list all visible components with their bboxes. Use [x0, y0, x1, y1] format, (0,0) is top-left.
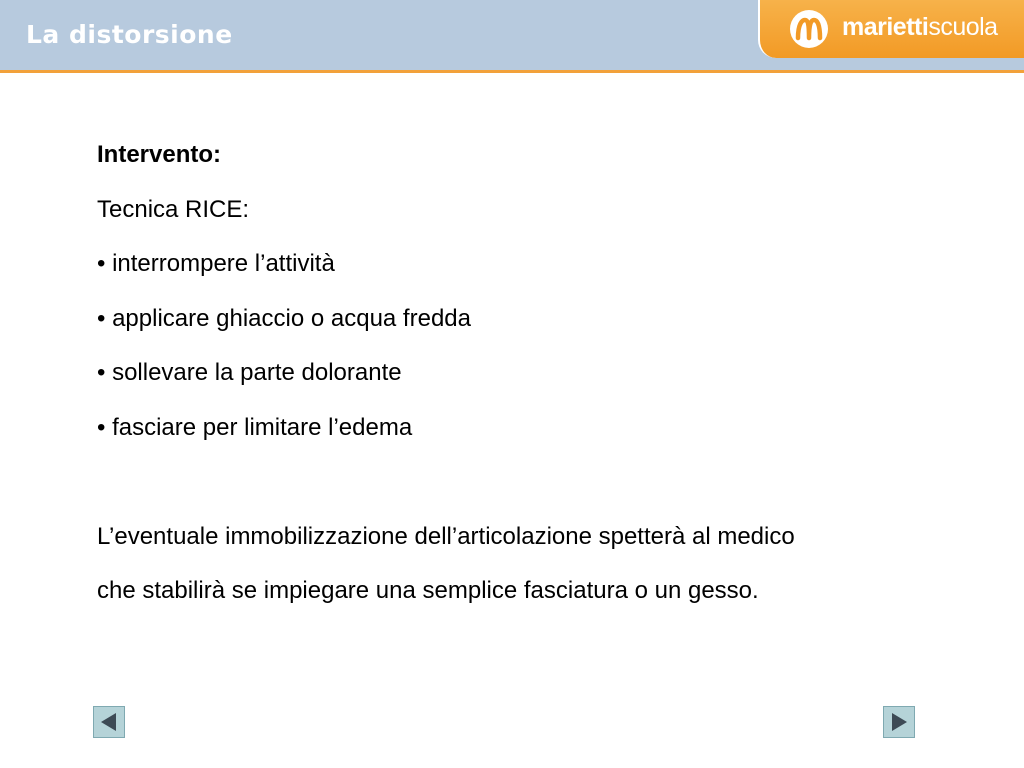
- spacer: [97, 467, 977, 522]
- list-item: • interrompere l’attività: [97, 250, 335, 277]
- triangle-right-icon: [884, 707, 914, 737]
- logo-text-bold: marietti: [842, 13, 929, 41]
- paragraph-line: che stabilirà se impiegare una semplice fasciatura o un gesso.: [97, 577, 759, 604]
- next-slide-button[interactable]: [883, 706, 915, 738]
- slide-title: La distorsione: [26, 20, 233, 49]
- logo-wordmark: [842, 13, 998, 42]
- triangle-left-icon: [94, 707, 124, 737]
- section-subheading: Tecnica RICE:: [97, 195, 250, 223]
- list-item: • sollevare la parte dolorante: [97, 359, 402, 386]
- logo-text-light: scuola: [928, 13, 998, 41]
- list-item: • fasciare per limitare l’edema: [97, 413, 413, 441]
- previous-slide-button[interactable]: [93, 706, 125, 738]
- header-divider: [0, 70, 1024, 73]
- slide-body: [97, 140, 977, 631]
- list-item: • applicare ghiaccio o acqua fredda: [97, 304, 471, 332]
- paragraph-line: L’eventuale immobilizzazione dell’articolazione spetterà al medico: [97, 522, 795, 550]
- section-heading: Intervento:: [97, 141, 222, 168]
- publisher-logo: [758, 0, 1024, 58]
- marietti-logo-icon: [788, 8, 830, 50]
